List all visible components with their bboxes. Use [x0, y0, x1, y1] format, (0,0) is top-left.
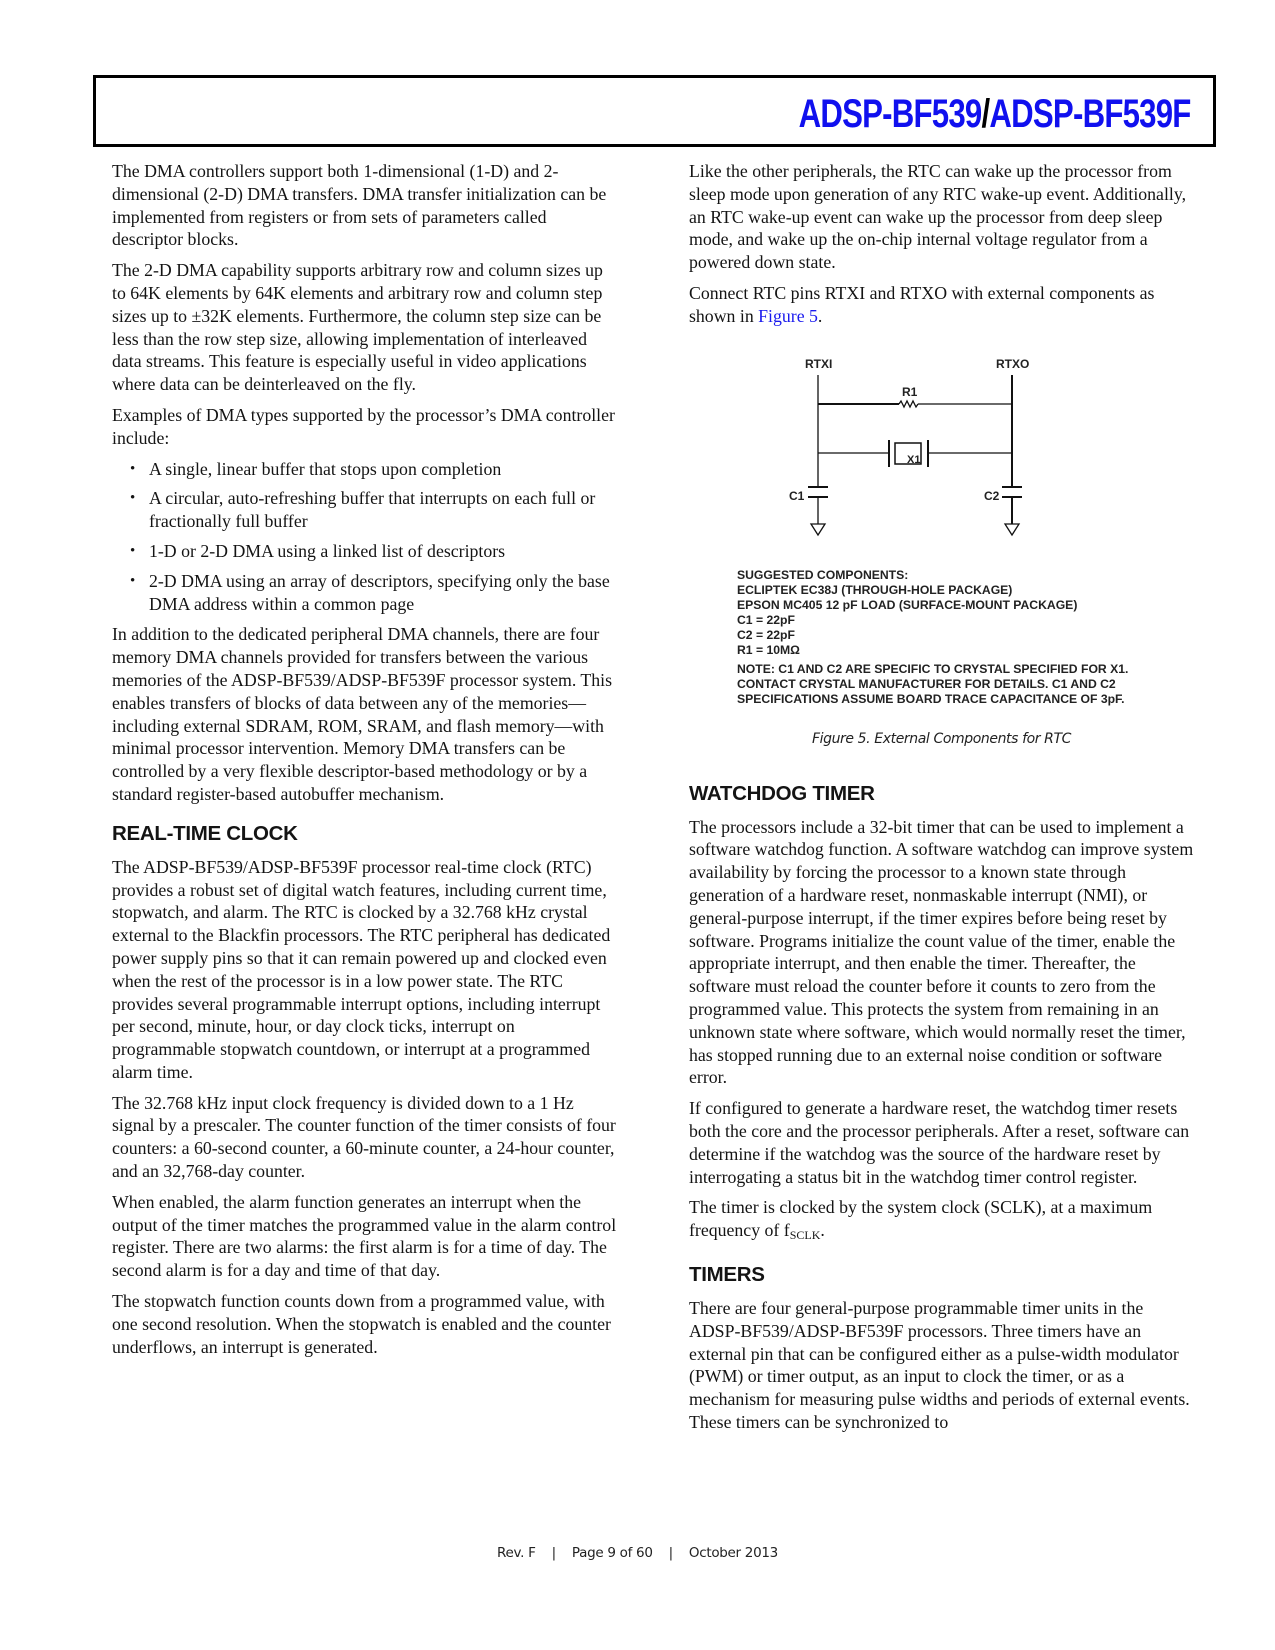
- dma-types-list: [112, 458, 617, 616]
- dma-paragraph-1: The DMA controllers support both 1-dimensional (1-D) and 2-dimensional (2-D) DMA transfers. DMA transfer initialization can be implemented from registers or from sets of parameters called descriptor blocks.: [112, 161, 607, 250]
- rtc-paragraph-4: The stopwatch function counts down from a programmed value, with one second resolution. When the stopwatch is enabled and the counter underflows, an interrupt is generated.: [112, 1291, 611, 1357]
- c2-label: C2: [984, 488, 1000, 503]
- rtc-paragraph-5: Like the other peripherals, the RTC can wake up the processor from sleep mode upon generation of any RTC wake-up event. Additionally, an RTC wake-up event can wake up the processor from deep sleep mode, and wake up the on-chip internal voltage regulator from a powered down state.: [689, 161, 1187, 273]
- ground-icon: [811, 524, 825, 535]
- rtc-paragraph-6: [689, 282, 1194, 328]
- figure-5-link[interactable]: Figure 5: [758, 305, 818, 326]
- rtxo-label: RTXO: [996, 356, 1030, 371]
- note-line: C1 = 22pF: [737, 612, 795, 627]
- rtc-paragraph-3: When enabled, the alarm function generates an interrupt when the output of the timer matches the programmed value in the alarm control register. There are two alarms: the first alarm is for a time of day. The second alarm is for a day and time of that day.: [112, 1191, 617, 1281]
- header-box: [93, 75, 1216, 147]
- page-footer: [0, 1545, 1275, 1561]
- document-title: [799, 86, 1191, 142]
- r1-label: R1: [902, 384, 918, 399]
- title-separator: /: [981, 92, 990, 136]
- left-column: [112, 160, 617, 1366]
- rtc-paragraph-2: The 32.768 kHz input clock frequency is divided down to a 1 Hz signal by a prescaler. The counter function of the timer consists of four counters: a 60-second counter, a 60-minute counter, a 24-hour counter, and an 32,768-day counter.: [112, 1092, 616, 1182]
- dma-paragraph-3: Examples of DMA types supported by the processor’s DMA controller include:: [112, 404, 615, 448]
- rtc-paragraph-1: The ADSP-BF539/ADSP-BF539F processor real-time clock (RTC) provides a robust set of digital watch features, including current time, stopwatch, and alarm. The RTC is clocked by a 32.768 kHz crystal external to the Blackfin processors. The RTC peripheral has dedicated power supply pins so that it can remain powered up and clocked even when the rest of the processor is in a low power state. The RTC provides several programmable interrupt options, including interrupt per second, minute, hour, or day clock ticks, interrupt on programmable stopwatch countdown, or interrupt at a programmed alarm time.: [112, 856, 611, 1082]
- watchdog-heading: WATCHDOG TIMER: [689, 781, 875, 805]
- list-item: • A single, linear buffer that stops upon completion: [112, 458, 617, 481]
- wdt-p3-text: The timer is clocked by the system clock (SCLK), at a maximum frequency of f: [689, 1197, 1153, 1241]
- dma-paragraph-4: In addition to the dedicated peripheral DMA channels, there are four memory DMA channels provided for transfers between the various memories of the ADSP-BF539/ADSP-BF539F processor system. This enables transfers of blocks of data between any of the memories—including external SDRAM, ROM, SRAM, and flash memory—with minimal processor intervention. Memory DMA transfers can be controlled by a very flexible descriptor-based methodology or by a standard register-based autobuffer mechanism.: [112, 624, 613, 804]
- note-line: R1 = 10MΩ: [737, 642, 800, 657]
- note-line: SPECIFICATIONS ASSUME BOARD TRACE CAPACITANCE OF 3pF.: [737, 691, 1125, 706]
- wdt-p3-end: .: [820, 1220, 825, 1241]
- dma-paragraph-2: The 2-D DMA capability supports arbitrary row and column sizes up to 64K elements by 64K elements and arbitrary row and column step sizes up to ±32K elements. Furthermore, the column step size can be less than the row step size, allowing implementation of interleaved data streams. This feature is especially useful in video applications where data can be deinterleaved on the fly.: [112, 260, 603, 395]
- suggested-components: [737, 568, 1128, 707]
- watchdog-paragraph-2: If configured to generate a hardware reset, the watchdog timer resets both the core and the processor peripherals. After a reset, software can determine if the watchdog was the source of the hardware reset by interrogating a status bit in the watchdog timer control register.: [689, 1098, 1190, 1187]
- title-part-2: ADSP-BF539F: [989, 92, 1191, 136]
- date: October 2013: [688, 1545, 778, 1561]
- timers-heading: TIMERS: [689, 1262, 765, 1286]
- note-line: CONTACT CRYSTAL MANUFACTURER FOR DETAILS. C1 AND C2: [737, 676, 1116, 691]
- figure-5: [689, 346, 1194, 766]
- c1-label: C1: [789, 488, 805, 503]
- watchdog-paragraph-3: [689, 1196, 1194, 1247]
- ground-icon: [1005, 524, 1019, 535]
- rtc-circuit-diagram: [689, 346, 1194, 576]
- figure-caption: Figure 5. External Components for RTC: [811, 730, 1072, 747]
- page-number: Page 9 of 60: [571, 1545, 653, 1561]
- resistor-r1-icon: [899, 401, 918, 407]
- rtxi-label: RTXI: [805, 356, 833, 371]
- x1-label: X1: [907, 453, 921, 466]
- note-line: NOTE: C1 AND C2 ARE SPECIFIC TO CRYSTAL SPECIFIED FOR X1.: [737, 661, 1129, 676]
- notes-title: SUGGESTED COMPONENTS:: [737, 567, 909, 582]
- list-item: • A circular, auto-refreshing buffer that interrupts on each full or fractionally full buffer: [112, 487, 617, 533]
- rtc-p6-end: .: [817, 305, 823, 326]
- title-part-1: ADSP-BF539: [798, 92, 982, 136]
- footer-separator: |: [551, 1545, 556, 1561]
- rtc-p6-text: Connect RTC pins RTXI and RTXO with external components as shown in: [689, 282, 1155, 326]
- right-column: [689, 160, 1194, 1442]
- note-line: EPSON MC405 12 pF LOAD (SURFACE-MOUNT PACKAGE): [737, 597, 1078, 612]
- rtc-heading: REAL-TIME CLOCK: [112, 821, 298, 845]
- list-item: • 1-D or 2-D DMA using a linked list of descriptors: [112, 540, 617, 563]
- list-item: • 2-D DMA using an array of descriptors, specifying only the base DMA address within a common page: [112, 570, 617, 616]
- timers-paragraph-1: There are four general-purpose programmable timer units in the ADSP-BF539/ADSP-BF539F processors. Three timers have an external pin that can be configured either as a pulse-width modulator (PWM) or timer output, as an input to clock the timer, or as a mechanism for measuring pulse widths and periods of external events. These timers can be synchronized to: [689, 1297, 1190, 1432]
- note-line: ECLIPTEK EC38J (THROUGH-HOLE PACKAGE): [737, 582, 1013, 597]
- footer-separator: |: [668, 1545, 673, 1561]
- note-line: C2 = 22pF: [737, 627, 795, 642]
- sclk-subscript: SCLK: [789, 1228, 821, 1243]
- watchdog-paragraph-1: The processors include a 32-bit timer that can be used to implement a software watchdog function. A software watchdog can improve system availability by forcing the processor to a known state through generation of a hardware reset, nonmaskable interrupt (NMI), or general-purpose interrupt, if the timer expires before being reset by software. Programs initialize the count value of the timer, enable the appropriate interrupt, and then enable the timer. Thereafter, the software must reload the counter before it counts to zero from the programmed value. This protects the system from remaining in an unknown state where software, which would normally reset the timer, has stopped running due to an external noise condition or software error.: [689, 816, 1194, 1088]
- revision: Rev. F: [497, 1545, 536, 1561]
